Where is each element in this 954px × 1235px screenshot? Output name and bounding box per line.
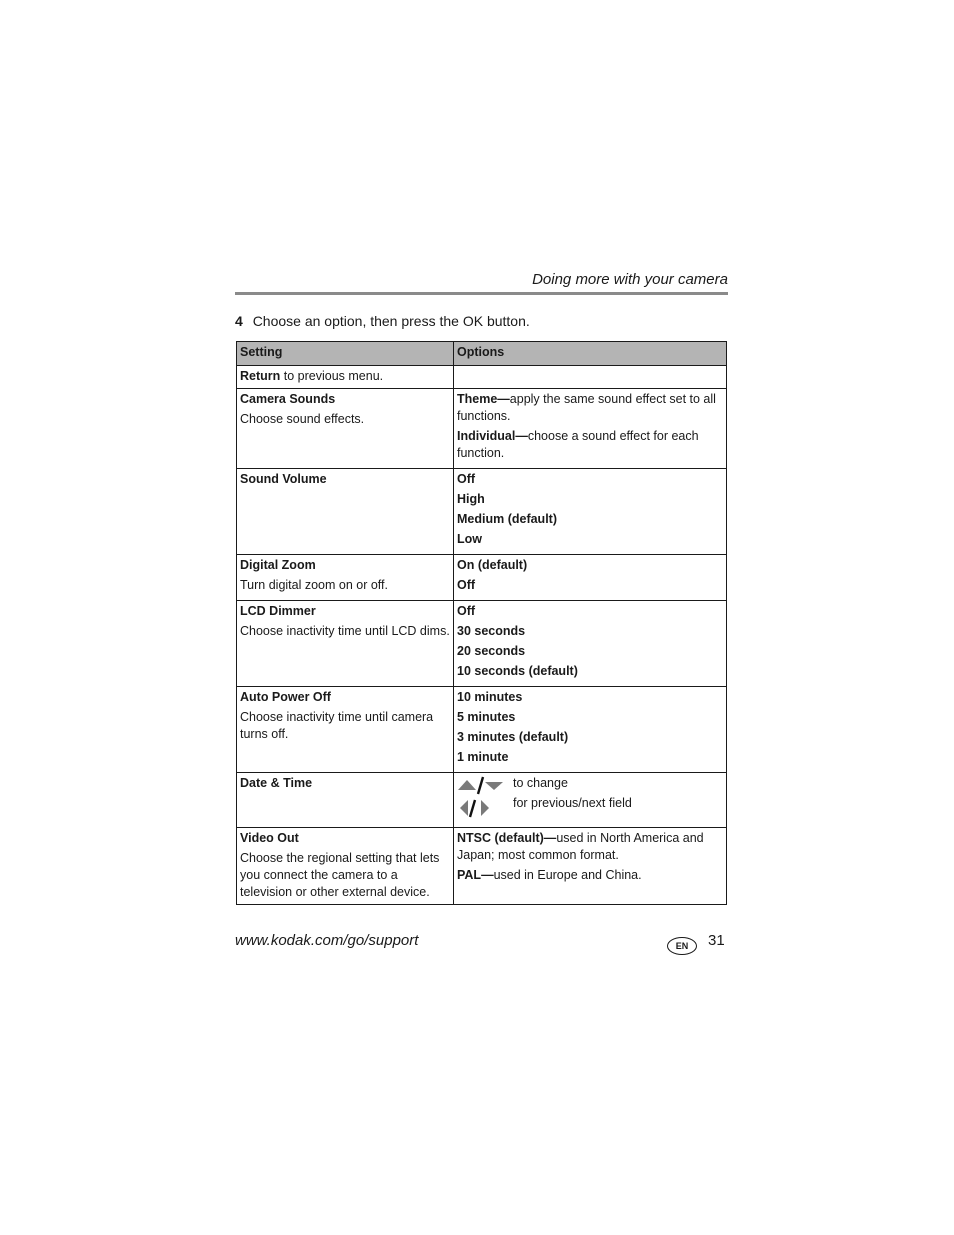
column-header-setting: Setting <box>237 342 454 366</box>
option-item: High <box>457 492 485 506</box>
options-cell <box>454 773 727 828</box>
option-item: 3 minutes (default) <box>457 730 569 744</box>
setting-cell <box>237 828 454 905</box>
setting-desc: Turn digital zoom on or off. <box>240 578 388 592</box>
setting-desc: to previous menu. <box>280 369 384 383</box>
setting-name: Date & Time <box>240 776 313 790</box>
setting-name: Sound Volume <box>240 472 327 486</box>
setting-cell <box>237 366 454 389</box>
option-item: On (default) <box>457 558 528 572</box>
option-item: 5 minutes <box>457 710 516 724</box>
options-cell <box>454 469 727 555</box>
options-cell <box>454 366 727 389</box>
option-item: Off <box>457 578 476 592</box>
table-row-digital-zoom <box>237 555 727 601</box>
setting-desc: Choose sound effects. <box>240 412 365 426</box>
option-theme <box>457 391 723 425</box>
option-item: Off <box>457 604 476 618</box>
date-time-line-change: to change <box>513 776 568 790</box>
date-time-text <box>513 775 632 824</box>
setting-desc: Choose inactivity time until LCD dims. <box>240 624 450 638</box>
header-divider <box>235 292 728 295</box>
option-item: 10 seconds (default) <box>457 664 578 678</box>
option-label: Individual— <box>457 429 528 443</box>
table-row-sound-volume <box>237 469 727 555</box>
table-row-lcd-dimmer <box>237 601 727 687</box>
setting-name: LCD Dimmer <box>240 604 316 618</box>
setting-desc: Choose the regional setting that lets you connect the camera to a television or other external device. <box>240 851 440 899</box>
option-item: Medium (default) <box>457 512 557 526</box>
options-cell <box>454 389 727 469</box>
step-number: 4 <box>235 313 243 329</box>
option-individual <box>457 428 723 462</box>
option-ntsc <box>457 830 723 864</box>
option-item: Off <box>457 472 476 486</box>
date-time-options <box>457 775 723 824</box>
setting-cell <box>237 687 454 773</box>
option-text: apply the same sound effect set to all functions. <box>457 392 716 423</box>
option-label: PAL— <box>457 868 494 882</box>
option-text: used in Europe and China. <box>493 868 642 882</box>
column-header-options: Options <box>454 342 727 366</box>
step-instruction <box>235 313 530 329</box>
setting-name: Return <box>240 369 281 383</box>
date-time-line-field: for previous/next field <box>513 796 632 810</box>
option-text: used in North America and Japan; most common format. <box>457 831 704 862</box>
table-header-row <box>237 342 727 366</box>
setting-name: Video Out <box>240 831 299 845</box>
table-row-video-out <box>237 828 727 905</box>
options-cell <box>454 687 727 773</box>
option-label: Theme— <box>457 392 510 406</box>
setting-desc: Choose inactivity time until camera turns off. <box>240 710 434 741</box>
option-item: 20 seconds <box>457 644 526 658</box>
setting-cell <box>237 389 454 469</box>
setting-cell <box>237 469 454 555</box>
option-pal <box>457 867 723 884</box>
setting-cell <box>237 555 454 601</box>
table-row-date-time <box>237 773 727 828</box>
option-item: 30 seconds <box>457 624 526 638</box>
settings-table <box>236 341 727 905</box>
nav-icons <box>457 775 513 824</box>
setting-name: Auto Power Off <box>240 690 331 704</box>
table-row-return <box>237 366 727 389</box>
option-item: 1 minute <box>457 750 509 764</box>
option-label: NTSC (default)— <box>457 831 557 845</box>
table-row-camera-sounds <box>237 389 727 469</box>
options-cell <box>454 555 727 601</box>
setting-name: Digital Zoom <box>240 558 316 572</box>
page-number: 31 <box>708 932 725 949</box>
up-down-arrow-icon <box>457 775 507 819</box>
option-item: 10 minutes <box>457 690 523 704</box>
options-cell <box>454 828 727 905</box>
footer-url[interactable]: www.kodak.com/go/support <box>235 932 419 949</box>
setting-cell <box>237 773 454 828</box>
table-row-auto-power-off <box>237 687 727 773</box>
options-cell <box>454 601 727 687</box>
setting-name: Camera Sounds <box>240 392 336 406</box>
setting-cell <box>237 601 454 687</box>
step-text: Choose an option, then press the OK button. <box>252 313 530 329</box>
option-text: choose a sound effect for each function. <box>457 429 699 460</box>
language-badge: EN <box>667 937 697 955</box>
option-item: Low <box>457 532 482 546</box>
page-header-title: Doing more with your camera <box>532 271 728 288</box>
